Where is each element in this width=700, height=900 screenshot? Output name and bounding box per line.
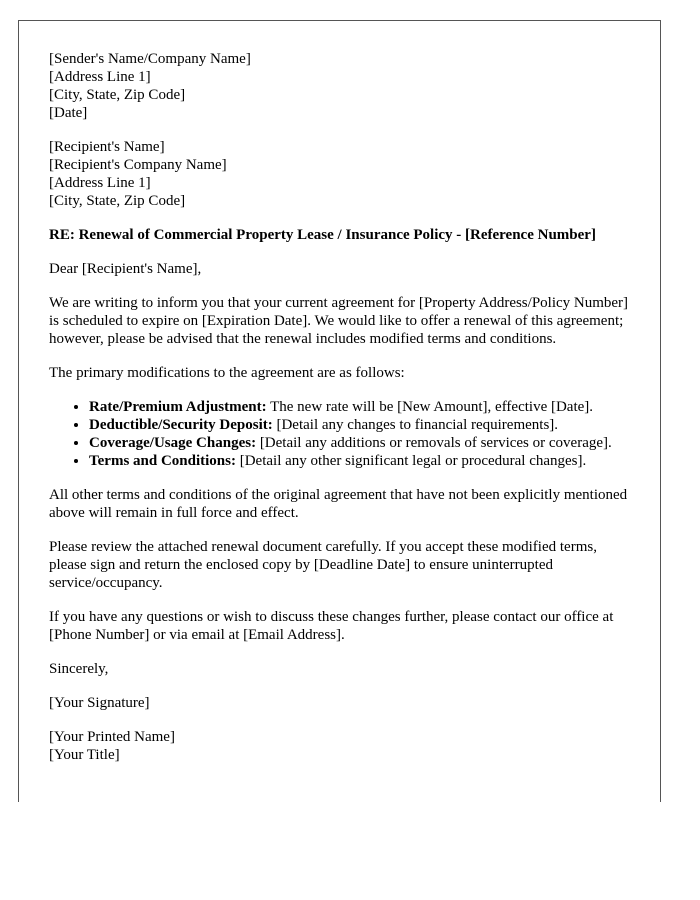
contact-paragraph: If you have any questions or wish to discuss these changes further, please contact our office at [Phone Number] or via email at [Email Address]. <box>49 609 614 643</box>
salutation: Dear [Recipient's Name], <box>49 261 202 277</box>
letter-page <box>18 20 661 802</box>
list-item-text: [Detail any additions or removals of services or coverage]. <box>256 435 612 451</box>
sender-block <box>49 50 630 122</box>
other-terms-paragraph: All other terms and conditions of the original agreement that have not been explicitly mentioned above will remain in full force and effect. <box>49 487 628 521</box>
list-item-label: Rate/Premium Adjustment: <box>89 399 267 415</box>
list-item <box>89 452 630 470</box>
printed-name: [Your Printed Name] <box>49 729 175 745</box>
sign-off: Sincerely, <box>49 661 109 677</box>
list-item <box>89 434 630 452</box>
list-item-text: The new rate will be [New Amount], effective [Date]. <box>266 399 594 415</box>
list-item-label: Coverage/Usage Changes: <box>89 435 257 451</box>
recipient-block <box>49 138 630 210</box>
review-paragraph: Please review the attached renewal document carefully. If you accept these modified terms, please sign and return the enclosed copy by [Deadline Date] to ensure uninterrupted service/occupancy. <box>49 539 597 591</box>
signature-placeholder: [Your Signature] <box>49 695 150 711</box>
subject-line: RE: Renewal of Commercial Property Lease / Insurance Policy - [Reference Number] <box>49 227 596 243</box>
signer-block <box>49 728 630 764</box>
list-item <box>89 398 630 416</box>
list-item-text: [Detail any changes to financial requirements]. <box>272 417 559 433</box>
list-item <box>89 416 630 434</box>
recipient-name: [Recipient's Name] <box>49 139 165 155</box>
recipient-city: [City, State, Zip Code] <box>49 193 186 209</box>
list-item-text: [Detail any other significant legal or procedural changes]. <box>235 453 587 469</box>
letter-date: [Date] <box>49 105 88 121</box>
intro-paragraph: We are writing to inform you that your current agreement for [Property Address/Policy Number] is scheduled to expire on [Expiration Date]. We would like to offer a renewal of this agreement; however, please be advised that the renewal includes modified terms and conditions. <box>49 295 629 347</box>
list-item-label: Deductible/Security Deposit: <box>89 417 273 433</box>
signer-title: [Your Title] <box>49 747 120 763</box>
recipient-address: [Address Line 1] <box>49 175 151 191</box>
sender-city: [City, State, Zip Code] <box>49 87 186 103</box>
recipient-company: [Recipient's Company Name] <box>49 157 227 173</box>
list-intro-paragraph: The primary modifications to the agreement are as follows: <box>49 365 405 381</box>
sender-name: [Sender's Name/Company Name] <box>49 51 251 67</box>
modifications-list <box>49 398 630 470</box>
sender-address: [Address Line 1] <box>49 69 151 85</box>
list-item-label: Terms and Conditions: <box>89 453 236 469</box>
